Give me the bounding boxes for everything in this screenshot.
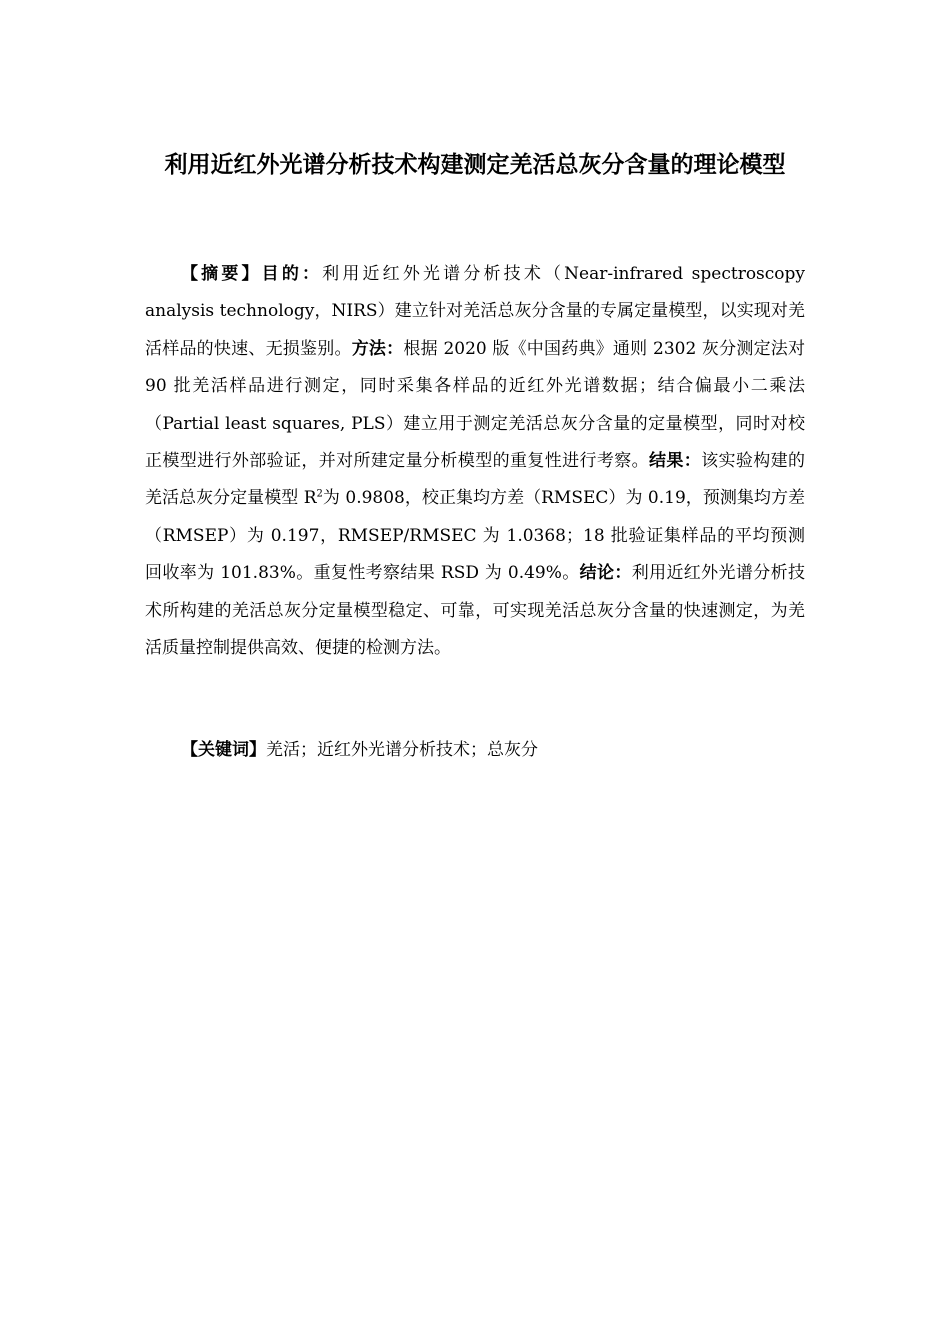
results-text-part1: 该实验构建的羌活总灰分定量模型 R	[145, 451, 806, 509]
objective-text: 利用近红外光谱分析技术（Near-infrared spectroscopy analysis technology，NIRS）建立针对羌活总灰分含量的专属定量模型，以实现对羌活样品的快速、无损鉴别。	[145, 264, 806, 359]
conclusion-text: 利用近红外光谱分析技术所构建的羌活总灰分定量模型稳定、可靠，可实现羌活总灰分含量的快速测定，为羌活质量控制提供高效、便捷的检测方法。	[145, 563, 805, 659]
conclusion-label: 结论：	[579, 563, 632, 584]
methods-label: 方法：	[351, 338, 404, 359]
results-text-part2: 为 0.9808，校正集均方差（RMSEC）为 0.19，预测集均方差（RMSEP）为 0.197，RMSEP/RMSEC 为 1.0368；18 批验证集样品的平均预测回收率为 101.83%。重复性考察结果 RSD 为 0.49%。	[145, 488, 805, 584]
abstract-paragraph	[145, 256, 805, 667]
abstract-label: 【摘要】	[181, 264, 262, 284]
paper-title: 利用近红外光谱分析技术构建测定羌活总灰分含量的理论模型	[164, 152, 786, 178]
results-superscript: 2	[316, 488, 323, 500]
methods-text: 根据 2020 版《中国药典》通则 2302 灰分测定法对 90 批羌活样品进行测定，同时采集各样品的近红外光谱数据；结合偏最小二乘法（Partial least squares, PLS）建立用于测定羌活总灰分含量的定量模型，同时对校正模型进行外部验证，并对所建定量分析模型的重复性进行考察。	[145, 338, 806, 472]
keywords-label: 【关键词】	[181, 740, 266, 760]
results-label: 结果：	[648, 451, 702, 472]
keywords-paragraph	[145, 732, 805, 769]
keywords-text: 羌活；近红外光谱分析技术；总灰分	[266, 740, 538, 760]
objective-label: 目的：	[261, 264, 323, 284]
